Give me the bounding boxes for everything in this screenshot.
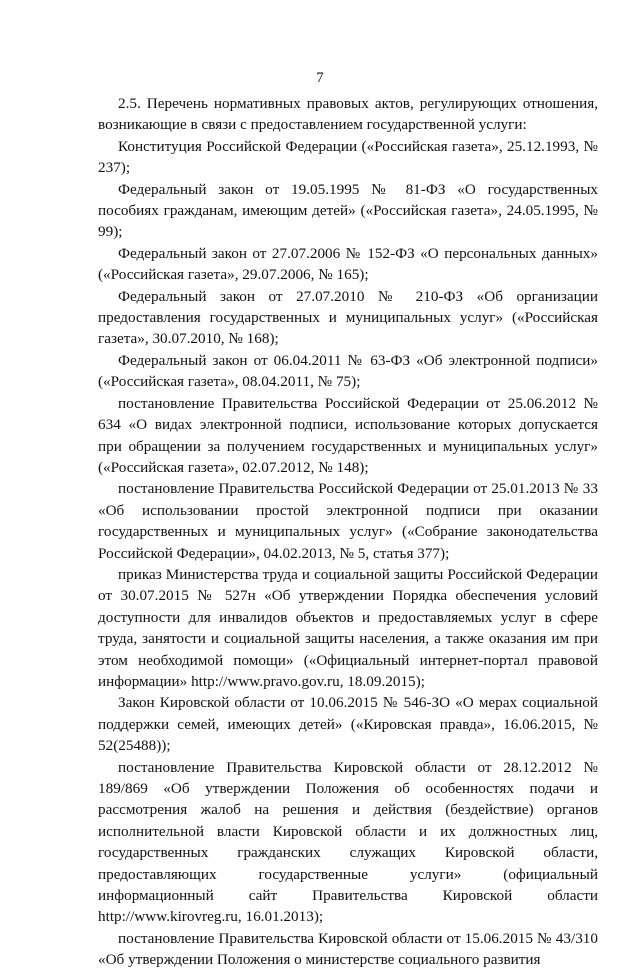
paragraph-list-intro: 2.5. Перечень нормативных правовых актов, регулирующих отношения, возникающие в связи с предоставлением государственной услуги:: [98, 95, 598, 134]
page-number: 7: [316, 70, 324, 86]
document-body: [98, 93, 598, 971]
paragraph-kirov-resolution-43-310: постановление Правительства Кировской области от 15.06.2015 № 43/310 «Об утверждении Положения о министерстве социального развития: [98, 929, 598, 969]
paragraph-law-152-fz: Федеральный закон от 27.07.2006 № 152-ФЗ «О персональных данных» («Российская газета», 29.07.2006, № 165);: [98, 244, 598, 284]
paragraph-kirov-resolution-189-869: постановление Правительства Кировской области от 28.12.2012 № 189/869 «Об утверждении Положения об особенностях подачи и рассмотрения жалоб на решения и действия (бездействие) органов исполнительной власти Кировской области и их должностных лиц, государственных гражданских служащих Кировской области, предоставляющих государственные услуги» (официальный информационный сайт Правительства Кировской области http://www.kirovreg.ru, 16.01.2013);: [98, 758, 598, 926]
paragraph-resolution-33: постановление Правительства Российской Федерации от 25.01.2013 № 33 «Об использовании простой электронной подписи при оказании государственных и муниципальных услуг» («Собрание законодательства Российской Федерации», 04.02.2013, № 5, статья 377);: [98, 480, 598, 562]
paragraph-law-210-fz: Федеральный закон от 27.07.2010 № 210-ФЗ «Об организации предоставления государственных и муниципальных услуг» («Российская газета», 30.07.2010, № 168);: [98, 287, 598, 348]
paragraph-law-63-fz: Федеральный закон от 06.04.2011 № 63-ФЗ «Об электронной подписи» («Российская газета», 08.04.2011, № 75);: [98, 351, 598, 391]
paragraph-kirov-law-546: Закон Кировской области от 10.06.2015 № 546-ЗО «О мерах социальной поддержки семей, имеющих детей» («Кировская правда», 16.06.2015, № 52(25488));: [98, 694, 598, 755]
paragraph-constitution: Конституция Российской Федерации («Российская газета», 25.12.1993, № 237);: [98, 137, 598, 177]
paragraph-order-527n: приказ Министерства труда и социальной защиты Российской Федерации от 30.07.2015 № 527н «Об утверждении Порядка обеспечения условий доступности для инвалидов объектов и предоставляемых услуг в сфере труда, занятости и социальной защиты населения, а также оказания им при этом необходимой помощи» («Официальный интернет-портал правовой информации» http://www.pravo.gov.ru, 18.09.2015);: [98, 565, 598, 690]
paragraph-resolution-634: постановление Правительства Российской Федерации от 25.06.2012 № 634 «О видах электронной подписи, использование которых допускается при обращении за получением государственных и муниципальных услуг» («Российская газета», 02.07.2012, № 148);: [98, 394, 598, 476]
paragraph-law-81-fz: Федеральный закон от 19.05.1995 № 81-ФЗ «О государственных пособиях гражданам, имеющим детей» («Российская газета», 24.05.1995, № 99);: [98, 180, 598, 241]
